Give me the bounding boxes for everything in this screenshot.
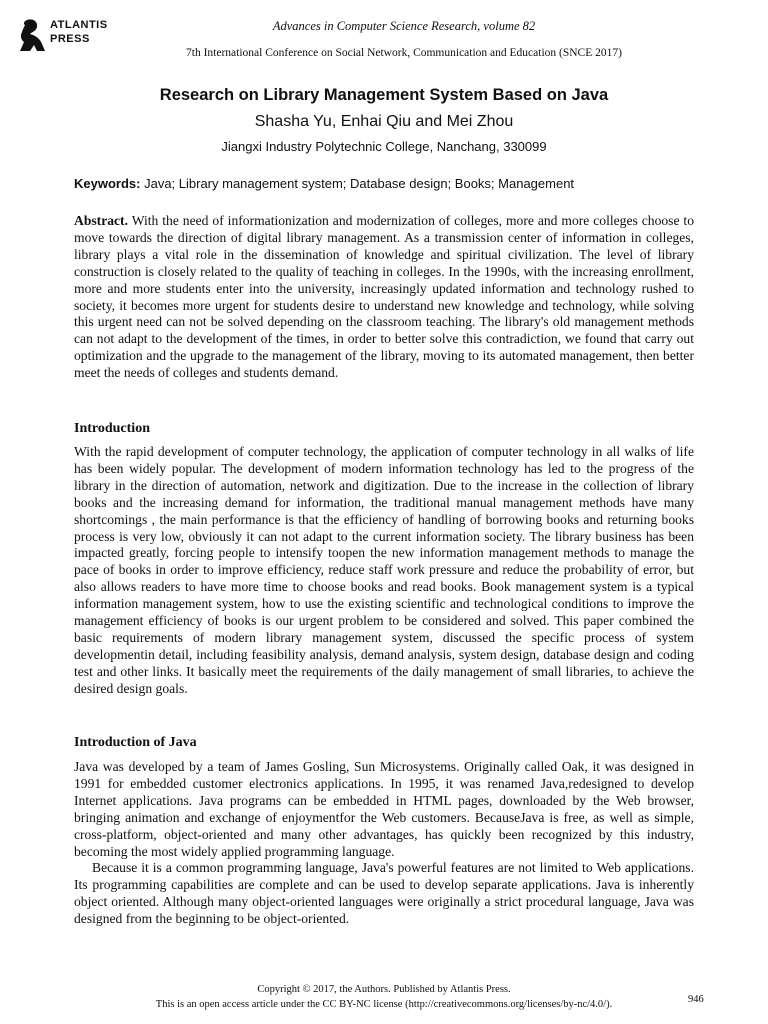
paper-title: Research on Library Management System Based on Java	[159, 86, 609, 104]
introduction-body	[74, 444, 694, 698]
keywords	[74, 176, 694, 191]
publisher-name-line2: PRESS	[50, 33, 90, 45]
paper-affiliation: Jiangxi Industry Polytechnic College, Nanchang, 330099	[221, 139, 547, 154]
publisher-name-line1: ATLANTIS	[50, 19, 108, 31]
keywords-list: Java; Library management system; Database design; Books; Management	[144, 176, 575, 191]
java-paragraph-1: Java was developed by a team of James Gosling, Sun Microsystems. Originally called Oak, it was designed in 1991 for embedded customer electronics applications. In 1995, it was renamed Java,redesigned to develop Internet applications. Java programs can be embedded in HTML pages, downloaded by the Web browser, bringing animation and exchange of enjoymentfor the Web customers. BecauseJava is free, as well as simple, cross-platform, object-oriented and many other advantages, has quickly been recognized by this industry, becoming the most widely applied programming language.	[74, 759, 694, 859]
abstract	[74, 213, 694, 382]
keywords-label: Keywords:	[74, 176, 141, 191]
journal-header: Advances in Computer Science Research, volume 82	[272, 19, 536, 33]
paper-authors: Shasha Yu, Enhai Qiu and Mei Zhou	[254, 113, 514, 130]
footer-copyright: Copyright © 2017, the Authors. Published by Atlantis Press.	[257, 984, 511, 995]
conference-header: 7th International Conference on Social Network, Communication and Education (SNCE 2017)	[186, 47, 622, 59]
footer-license: This is an open access article under the CC BY-NC license (http://creativecommons.org/licenses/by-nc/4.0/).	[155, 999, 613, 1010]
abstract-label: Abstract.	[74, 213, 128, 228]
page-number: 946	[688, 994, 704, 1005]
abstract-text: With the need of informationization and modernization of colleges, more and more colleges choose to move towards the direction of digital library management. As a transmission center of information in colleges, library plays a vital role in the dissemination of knowledge and spiritual civilization. The level of library construction is closely related to the quality of teaching in colleges. In the 1990s, with the increasing enrollment, more and more students enter into the university, increasingly updated information and technology rushed to society, it becomes more urgent for students desire to understand new knowledge and technology, while solving this urgent need can not be solved depending on the classroom teaching. The library's old management methods can not adapt to the development of the times, in order to better solve this contradiction, we found that carry out optimization and the upgrade to the management of the library, moving to its automated management, then better meet the needs of colleges and students demand.	[74, 213, 694, 381]
java-body	[74, 759, 694, 928]
section-heading-introduction: Introduction	[74, 421, 150, 436]
section-heading-java: Introduction of Java	[74, 735, 197, 750]
java-paragraph-2: Because it is a common programming language, Java's powerful features are not limited to Web applications. Its programming capabilities are complete and can be used to develop separate applications. Java is inherently object oriented. Although many object-oriented languages were originally a strict procedural language, Java was designed from the beginning to be object-oriented.	[74, 860, 694, 927]
introduction-paragraph: With the rapid development of computer technology, the application of computer technology in all walks of life has been widely popular. The development of modern information technology has led to the progress of the library in the direction of automation, network and digitization. Due to the increase in the collection of library books and the increasing demand for information, the traditional manual management methods have many shortcomings , the main performance is that the efficiency of handling of borrowing books and returning books process is very low, obviously it can not adapt to the current information society. The library business has been impacted greatly, forcing people to intensify toopen the new information management methods to manage the pace of books in order to improve efficiency, reduce staff work pressure and reduce the probability of error, but also allows readers to have more time to choose books and read books. Book management system is a typical information management system, how to use the existing scientific and technological conditions to improve the management efficiency of books is our urgent problem to be considered and solved. This paper combined the basic requirements of modern library management system, discussed the specific process of system developmentin detail, including feasibility analysis, demand analysis, system design, database design and coding test and other links. It basically meet the requirements of the daily management of small libraries, to achieve the desired design goals.	[74, 444, 694, 696]
